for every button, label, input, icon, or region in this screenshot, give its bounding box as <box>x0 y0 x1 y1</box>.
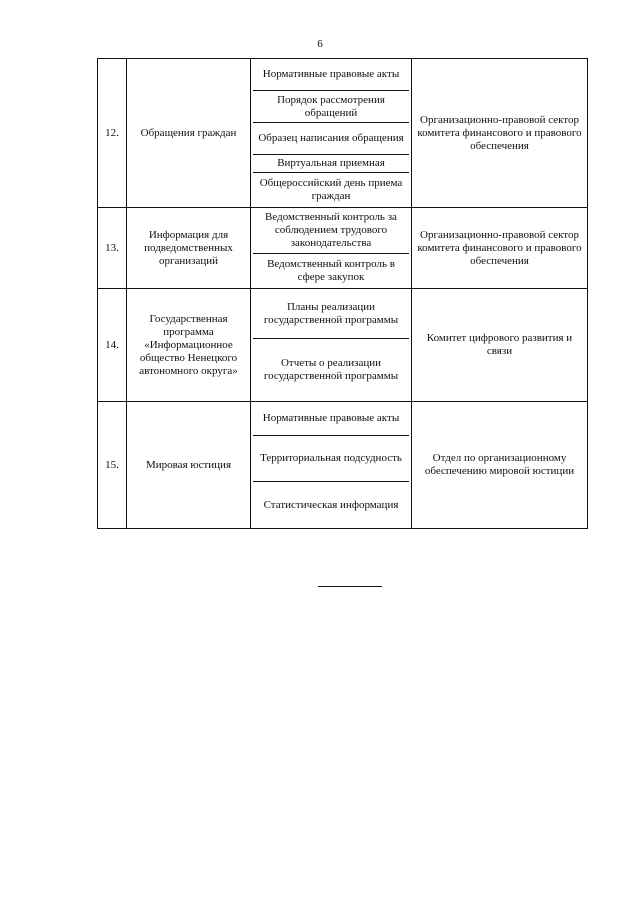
table-row <box>98 402 588 529</box>
subsection-item: Ведомственный контроль в сфере закупок <box>267 258 395 283</box>
subsection-list <box>251 289 412 402</box>
responsible-unit: Организационно-правовой сектор комитета финансового и правового обеспечения <box>412 59 588 208</box>
responsible-unit: Комитет цифрового развития и связи <box>412 289 588 402</box>
section-title: Государственная программа «Информационное общество Ненецкого автономного округа» <box>127 289 251 402</box>
subsection-item: Статистическая информация <box>263 498 399 511</box>
table-row <box>98 208 588 289</box>
subsection-item: Нормативные правовые акты <box>253 59 409 91</box>
subsection-list <box>251 402 412 529</box>
row-number: 14. <box>98 289 127 402</box>
sections-table <box>97 58 588 529</box>
subsection-list <box>251 208 412 289</box>
subsection-item: Нормативные правовые акты <box>253 402 409 436</box>
page-number: 6 <box>317 38 323 50</box>
responsible-unit: Отдел по организационному обеспечению мировой юстиции <box>412 402 588 529</box>
subsection-item: Порядок рассмотрения обращений <box>253 91 409 123</box>
subsection-item: Общероссийский день приема граждан <box>259 177 403 202</box>
subsection-item: Планы реализации государственной программы <box>253 289 409 339</box>
section-title: Информация для подведомственных организаций <box>127 208 251 289</box>
row-number: 15. <box>98 402 127 529</box>
end-separator-line <box>318 586 382 587</box>
section-title: Мировая юстиция <box>127 402 251 529</box>
row-number: 12. <box>98 59 127 208</box>
table-row <box>98 59 588 208</box>
row-number: 13. <box>98 208 127 289</box>
subsection-item: Отчеты о реализации государственной программы <box>263 357 399 382</box>
table-row <box>98 289 588 402</box>
subsection-item: Территориальная подсудность <box>253 436 409 482</box>
section-title: Обращения граждан <box>127 59 251 208</box>
subsection-item: Ведомственный контроль за соблюдением трудового законодательства <box>253 208 409 254</box>
subsection-item: Образец написания обращения <box>253 123 409 155</box>
subsection-list <box>251 59 412 208</box>
responsible-unit: Организационно-правовой сектор комитета финансового и правового обеспечения <box>412 208 588 289</box>
subsection-item: Виртуальная приемная <box>253 155 409 173</box>
